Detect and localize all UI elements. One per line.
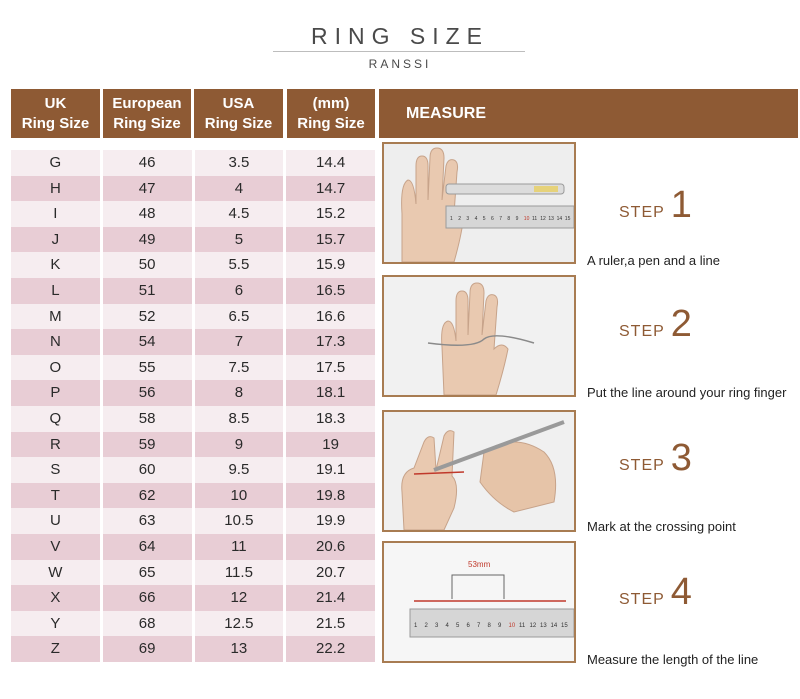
usa-size-cell: 6 bbox=[195, 278, 284, 304]
step-number: 3 bbox=[670, 437, 692, 479]
mm-size-cell: 20.6 bbox=[286, 534, 375, 560]
column-header-uk bbox=[11, 89, 100, 138]
column-header-usa bbox=[194, 89, 283, 138]
ruler-mark: 13 bbox=[540, 623, 547, 629]
uk-size-cell: J bbox=[11, 227, 100, 253]
step-2-caption: Put the line around your ring finger bbox=[587, 385, 787, 400]
ruler-mark: 13 bbox=[548, 216, 554, 222]
table-row bbox=[11, 483, 375, 509]
page-title: RING SIZE bbox=[310, 23, 489, 49]
step-word: STEP bbox=[619, 323, 665, 340]
european-size-cell: 56 bbox=[103, 380, 192, 406]
usa-size-cell: 11.5 bbox=[195, 560, 284, 586]
uk-size-cell: I bbox=[11, 201, 100, 227]
ruler-mark: 14 bbox=[550, 623, 558, 629]
page-header bbox=[0, 0, 800, 88]
ruler-mark: 1 bbox=[450, 216, 453, 222]
uk-size-cell: W bbox=[11, 560, 100, 586]
table-row bbox=[11, 508, 375, 534]
european-size-cell: 51 bbox=[103, 278, 192, 304]
ruler-mark: 8 bbox=[507, 216, 511, 222]
title-divider bbox=[273, 51, 525, 52]
uk-size-cell: L bbox=[11, 278, 100, 304]
step-word: STEP bbox=[619, 457, 665, 474]
european-size-cell: 60 bbox=[103, 457, 192, 483]
table-row bbox=[11, 201, 375, 227]
table-row bbox=[11, 329, 375, 355]
hand-with-ruler-and-pen-icon bbox=[382, 142, 576, 264]
ruler-mark: 10 bbox=[523, 216, 530, 222]
table-row bbox=[11, 585, 375, 611]
table-row bbox=[11, 304, 375, 330]
ruler-mark: 1 bbox=[414, 623, 418, 629]
ruler-mark: 2 bbox=[458, 216, 461, 222]
european-size-cell: 49 bbox=[103, 227, 192, 253]
mm-size-cell: 19.9 bbox=[286, 508, 375, 534]
ruler-mark: 12 bbox=[529, 623, 537, 629]
european-size-cell: 47 bbox=[103, 176, 192, 202]
ruler-mark: 15 bbox=[564, 216, 571, 222]
brand-subtitle: RANSSI bbox=[368, 57, 432, 71]
uk-size-cell: X bbox=[11, 585, 100, 611]
table-row bbox=[11, 406, 375, 432]
european-size-cell: 48 bbox=[103, 201, 192, 227]
table-row bbox=[11, 252, 375, 278]
table-row bbox=[11, 636, 375, 662]
usa-size-cell: 7.5 bbox=[195, 355, 284, 381]
usa-size-cell: 5 bbox=[195, 227, 284, 253]
usa-size-cell: 4 bbox=[195, 176, 284, 202]
ruler-mark: 11 bbox=[532, 216, 538, 222]
uk-size-cell: H bbox=[11, 176, 100, 202]
string-around-finger-icon bbox=[382, 275, 576, 397]
table-row bbox=[11, 432, 375, 458]
uk-size-cell: P bbox=[11, 380, 100, 406]
mm-size-cell: 19.8 bbox=[286, 483, 375, 509]
usa-size-cell: 10.5 bbox=[195, 508, 284, 534]
pen-marking-string-icon bbox=[382, 410, 576, 532]
usa-size-cell: 6.5 bbox=[195, 304, 284, 330]
uk-size-cell: G bbox=[11, 150, 100, 176]
mm-size-cell: 16.5 bbox=[286, 278, 375, 304]
european-size-cell: 64 bbox=[103, 534, 192, 560]
usa-size-cell: 5.5 bbox=[195, 252, 284, 278]
table-row bbox=[11, 380, 375, 406]
uk-size-cell: V bbox=[11, 534, 100, 560]
european-size-cell: 55 bbox=[103, 355, 192, 381]
ruler-mark: 9 bbox=[498, 623, 502, 629]
ruler-mark: 5 bbox=[482, 216, 486, 222]
european-size-cell: 58 bbox=[103, 406, 192, 432]
ruler-mark: 4 bbox=[445, 623, 449, 629]
column-header-measure bbox=[379, 89, 798, 138]
mm-size-cell: 21.4 bbox=[286, 585, 375, 611]
mm-size-cell: 14.4 bbox=[286, 150, 375, 176]
european-size-cell: 69 bbox=[103, 636, 192, 662]
mm-size-cell: 18.3 bbox=[286, 406, 375, 432]
mm-size-cell: 16.6 bbox=[286, 304, 375, 330]
uk-size-cell: M bbox=[11, 304, 100, 330]
ruler-mark: 4 bbox=[474, 216, 478, 222]
mm-size-cell: 17.5 bbox=[286, 355, 375, 381]
usa-size-cell: 11 bbox=[195, 534, 284, 560]
ruler-measuring-string-icon bbox=[382, 541, 576, 663]
table-row bbox=[11, 227, 375, 253]
measure-value: 53mm bbox=[468, 560, 491, 569]
mm-size-cell: 17.3 bbox=[286, 329, 375, 355]
header-line: Ring Size bbox=[297, 114, 365, 132]
ruler-mark: 12 bbox=[540, 216, 546, 222]
ruler-mark: 3 bbox=[435, 623, 439, 629]
mm-size-cell: 20.7 bbox=[286, 560, 375, 586]
european-size-cell: 54 bbox=[103, 329, 192, 355]
european-size-cell: 46 bbox=[103, 150, 192, 176]
usa-size-cell: 9 bbox=[195, 432, 284, 458]
uk-size-cell: Z bbox=[11, 636, 100, 662]
usa-size-cell: 9.5 bbox=[195, 457, 284, 483]
table-row bbox=[11, 457, 375, 483]
ruler-mark: 6 bbox=[466, 623, 470, 629]
table-row bbox=[11, 278, 375, 304]
uk-size-cell: Q bbox=[11, 406, 100, 432]
uk-size-cell: S bbox=[11, 457, 100, 483]
usa-size-cell: 7 bbox=[195, 329, 284, 355]
ruler-mark: 6 bbox=[491, 216, 494, 222]
step-number: 2 bbox=[670, 303, 692, 345]
ruler-mark: 9 bbox=[515, 216, 519, 222]
european-size-cell: 66 bbox=[103, 585, 192, 611]
step-3-caption: Mark at the crossing point bbox=[587, 519, 736, 534]
mm-size-cell: 15.9 bbox=[286, 252, 375, 278]
step-word: STEP bbox=[619, 591, 665, 608]
ruler-mark: 15 bbox=[561, 623, 568, 629]
mm-size-cell: 19.1 bbox=[286, 457, 375, 483]
table-row bbox=[11, 176, 375, 202]
table-row bbox=[11, 560, 375, 586]
european-size-cell: 52 bbox=[103, 304, 192, 330]
measure-header-label: MEASURE bbox=[406, 104, 487, 122]
table-row bbox=[11, 534, 375, 560]
usa-size-cell: 4.5 bbox=[195, 201, 284, 227]
uk-size-cell: R bbox=[11, 432, 100, 458]
european-size-cell: 59 bbox=[103, 432, 192, 458]
mm-size-cell: 19 bbox=[286, 432, 375, 458]
ruler-mark: 11 bbox=[519, 623, 526, 629]
ruler-mark: 14 bbox=[556, 216, 563, 222]
usa-size-cell: 8.5 bbox=[195, 406, 284, 432]
step-1-caption: A ruler,a pen and a line bbox=[587, 253, 720, 268]
usa-size-cell: 10 bbox=[195, 483, 284, 509]
european-size-cell: 65 bbox=[103, 560, 192, 586]
mm-size-cell: 22.2 bbox=[286, 636, 375, 662]
ruler-mark: 3 bbox=[466, 216, 470, 222]
step-word: STEP bbox=[619, 204, 665, 221]
step-number: 1 bbox=[670, 184, 692, 226]
mm-size-cell: 21.5 bbox=[286, 611, 375, 637]
table-row bbox=[11, 150, 375, 176]
uk-size-cell: N bbox=[11, 329, 100, 355]
step-4-label bbox=[619, 571, 692, 614]
uk-size-cell: Y bbox=[11, 611, 100, 637]
usa-size-cell: 12 bbox=[195, 585, 284, 611]
size-table bbox=[11, 150, 375, 662]
ruler-mark: 2 bbox=[424, 623, 428, 629]
table-row bbox=[11, 611, 375, 637]
header-line: European bbox=[112, 94, 182, 112]
ruler-mark: 10 bbox=[508, 623, 516, 629]
european-size-cell: 62 bbox=[103, 483, 192, 509]
uk-size-cell: K bbox=[11, 252, 100, 278]
column-header-mm bbox=[287, 89, 375, 138]
column-header-european bbox=[103, 89, 191, 138]
european-size-cell: 63 bbox=[103, 508, 192, 534]
ruler-mark: 8 bbox=[487, 623, 491, 629]
header-line: UK bbox=[44, 94, 67, 112]
european-size-cell: 50 bbox=[103, 252, 192, 278]
step-number: 4 bbox=[670, 571, 692, 613]
uk-size-cell: U bbox=[11, 508, 100, 534]
usa-size-cell: 8 bbox=[195, 380, 284, 406]
step-3-label bbox=[619, 437, 692, 480]
usa-size-cell: 12.5 bbox=[195, 611, 284, 637]
usa-size-cell: 3.5 bbox=[195, 150, 284, 176]
header-line: Ring Size bbox=[204, 114, 273, 132]
header-line: (mm) bbox=[312, 94, 350, 112]
mm-size-cell: 18.1 bbox=[286, 380, 375, 406]
header-line: USA bbox=[222, 94, 255, 112]
ruler-mark: 7 bbox=[477, 623, 481, 629]
european-size-cell: 68 bbox=[103, 611, 192, 637]
mm-size-cell: 15.2 bbox=[286, 201, 375, 227]
uk-size-cell: O bbox=[11, 355, 100, 381]
step-1-label bbox=[619, 184, 692, 227]
table-row bbox=[11, 355, 375, 381]
ruler-mark: 5 bbox=[456, 623, 460, 629]
mm-size-cell: 14.7 bbox=[286, 176, 375, 202]
header-line: Ring Size bbox=[21, 114, 90, 132]
usa-size-cell: 13 bbox=[195, 636, 284, 662]
header-line: Ring Size bbox=[113, 114, 181, 132]
mm-size-cell: 15.7 bbox=[286, 227, 375, 253]
step-2-label bbox=[619, 303, 692, 346]
step-4-caption: Measure the length of the line bbox=[587, 652, 759, 667]
uk-size-cell: T bbox=[11, 483, 100, 509]
ruler-mark: 7 bbox=[499, 216, 502, 222]
